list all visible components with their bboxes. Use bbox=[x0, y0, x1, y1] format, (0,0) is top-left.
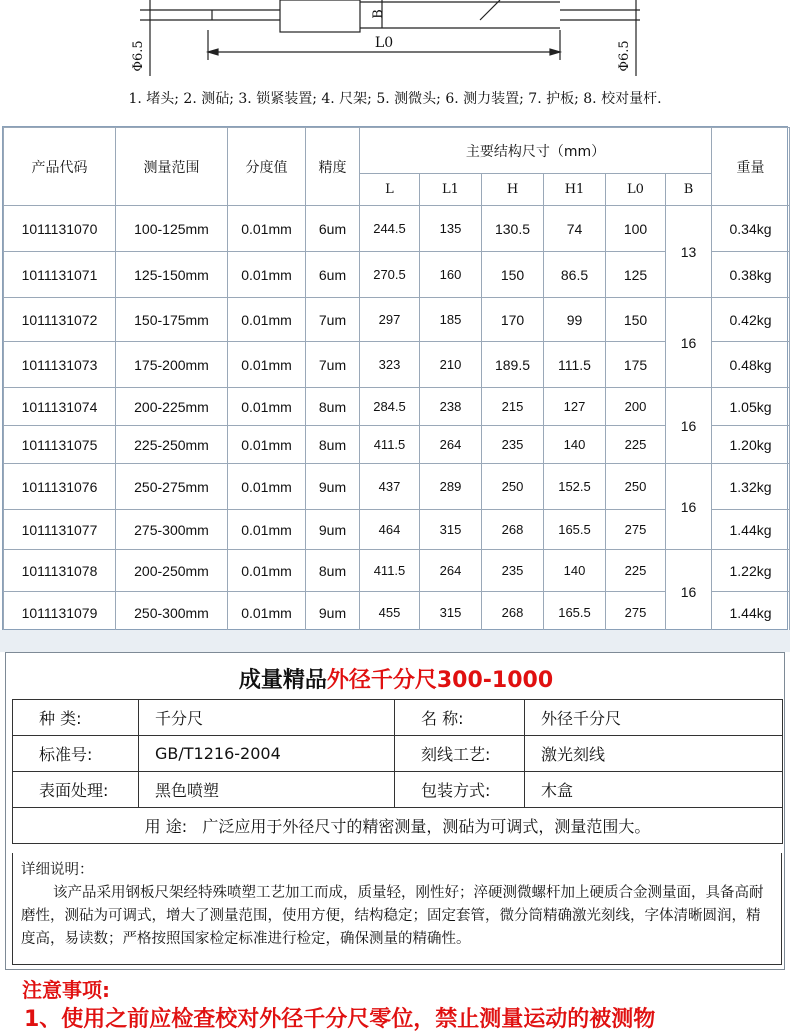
cell-h1: 86.5 bbox=[544, 252, 606, 298]
table-row bbox=[4, 298, 790, 342]
cell-l1: 264 bbox=[420, 426, 482, 464]
cell-code: 1011131073 bbox=[4, 342, 116, 388]
cell-division: 0.01mm bbox=[228, 550, 306, 592]
cell-division: 0.01mm bbox=[228, 388, 306, 426]
detail-body: 该产品采用钢板尺架经特殊喷塑工艺加工而成，质量轻，刚性好；淬硬测微螺杆加上硬质合金测量面，具备高耐磨性，测砧为可调式，增大了测量范围，使用方便，结构稳定；固定套管，微分筒精确激光刻线，字体清晰圆润，精度高，易读数；严格按照国家检定标准进行检定，确保测量的精确性。 bbox=[21, 885, 764, 947]
cell-l: 437 bbox=[360, 464, 420, 510]
detail-heading: 详细说明： bbox=[21, 862, 94, 878]
cell-l1: 135 bbox=[420, 206, 482, 252]
cell-h: 235 bbox=[482, 550, 544, 592]
cell-l0: 275 bbox=[606, 510, 666, 550]
cell-l0: 200 bbox=[606, 388, 666, 426]
cell-l: 244.5 bbox=[360, 206, 420, 252]
cell-h: 235 bbox=[482, 426, 544, 464]
table-row bbox=[4, 206, 790, 252]
cell-l: 270.5 bbox=[360, 252, 420, 298]
cell-weight: 0.42kg bbox=[712, 298, 790, 342]
cell-h1: 74 bbox=[544, 206, 606, 252]
cell-weight: 0.38kg bbox=[712, 252, 790, 298]
packaging-value: 木盒 bbox=[525, 772, 783, 808]
product-attributes-table bbox=[12, 699, 783, 844]
cell-weight: 1.32kg bbox=[712, 464, 790, 510]
cell-h: 189.5 bbox=[482, 342, 544, 388]
cell-l: 297 bbox=[360, 298, 420, 342]
cell-l1: 185 bbox=[420, 298, 482, 342]
cell-l1: 264 bbox=[420, 550, 482, 592]
cell-accuracy: 8um bbox=[306, 426, 360, 464]
dim-l0-label: L0 bbox=[374, 35, 394, 51]
cell-h1: 111.5 bbox=[544, 342, 606, 388]
cell-b: 16 bbox=[666, 388, 712, 464]
cell-code: 1011131077 bbox=[4, 510, 116, 550]
cell-accuracy: 8um bbox=[306, 388, 360, 426]
subheader-l1: L1 bbox=[420, 174, 482, 206]
product-info-card bbox=[5, 652, 785, 970]
subheader-l: L bbox=[360, 174, 420, 206]
cell-accuracy: 6um bbox=[306, 252, 360, 298]
cell-division: 0.01mm bbox=[228, 510, 306, 550]
cell-l0: 175 bbox=[606, 342, 666, 388]
type-value: 千分尺 bbox=[139, 700, 395, 736]
micrometer-drawing bbox=[0, 0, 790, 82]
cell-l0: 275 bbox=[606, 592, 666, 634]
table-row bbox=[4, 464, 790, 510]
subheader-l0: L0 bbox=[606, 174, 666, 206]
cell-accuracy: 9um bbox=[306, 464, 360, 510]
header-division: 分度值 bbox=[228, 128, 306, 206]
packaging-label: 包装方式: bbox=[395, 772, 525, 808]
cell-l1: 160 bbox=[420, 252, 482, 298]
cell-range: 250-300mm bbox=[116, 592, 228, 634]
cell-b: 16 bbox=[666, 464, 712, 550]
cell-division: 0.01mm bbox=[228, 592, 306, 634]
cell-range: 200-225mm bbox=[116, 388, 228, 426]
cell-weight: 1.20kg bbox=[712, 426, 790, 464]
cell-accuracy: 9um bbox=[306, 592, 360, 634]
cell-weight: 1.44kg bbox=[712, 510, 790, 550]
cell-h1: 140 bbox=[544, 426, 606, 464]
dim-right-diameter: Φ6.5 bbox=[617, 40, 632, 72]
cell-l: 411.5 bbox=[360, 426, 420, 464]
subheader-h1: H1 bbox=[544, 174, 606, 206]
cell-weight: 0.48kg bbox=[712, 342, 790, 388]
header-code: 产品代码 bbox=[4, 128, 116, 206]
cell-h: 268 bbox=[482, 592, 544, 634]
cell-h: 170 bbox=[482, 298, 544, 342]
cell-weight: 1.44kg bbox=[712, 592, 790, 634]
subheader-h: H bbox=[482, 174, 544, 206]
usage-label: 用 途: bbox=[144, 817, 188, 836]
name-value: 外径千分尺 bbox=[525, 700, 783, 736]
cell-l0: 225 bbox=[606, 426, 666, 464]
cell-weight: 1.05kg bbox=[712, 388, 790, 426]
usage-cell bbox=[13, 808, 783, 844]
cell-l: 323 bbox=[360, 342, 420, 388]
usage-value: 广泛应用于外径尺寸的精密测量，测砧为可调式，测量范围大。 bbox=[202, 817, 651, 836]
cell-weight: 0.34kg bbox=[712, 206, 790, 252]
cell-accuracy: 7um bbox=[306, 342, 360, 388]
cell-accuracy: 7um bbox=[306, 298, 360, 342]
cell-h1: 165.5 bbox=[544, 592, 606, 634]
dim-b-label: B bbox=[371, 9, 386, 19]
table-row bbox=[4, 550, 790, 592]
cell-range: 125-150mm bbox=[116, 252, 228, 298]
cell-range: 225-250mm bbox=[116, 426, 228, 464]
cell-weight: 1.22kg bbox=[712, 550, 790, 592]
header-accuracy: 精度 bbox=[306, 128, 360, 206]
cell-h1: 99 bbox=[544, 298, 606, 342]
cell-h: 268 bbox=[482, 510, 544, 550]
attr-row bbox=[13, 808, 783, 844]
cell-code: 1011131078 bbox=[4, 550, 116, 592]
spec-table bbox=[3, 127, 790, 634]
cell-code: 1011131072 bbox=[4, 298, 116, 342]
cell-range: 275-300mm bbox=[116, 510, 228, 550]
cell-range: 150-175mm bbox=[116, 298, 228, 342]
cell-l: 411.5 bbox=[360, 550, 420, 592]
cell-l0: 150 bbox=[606, 298, 666, 342]
cell-division: 0.01mm bbox=[228, 464, 306, 510]
cell-l0: 100 bbox=[606, 206, 666, 252]
product-title-brand: 成量精品 bbox=[238, 668, 327, 693]
cell-h: 215 bbox=[482, 388, 544, 426]
spec-header-row bbox=[4, 128, 790, 174]
cell-division: 0.01mm bbox=[228, 342, 306, 388]
cell-code: 1011131075 bbox=[4, 426, 116, 464]
cell-code: 1011131074 bbox=[4, 388, 116, 426]
cell-l0: 225 bbox=[606, 550, 666, 592]
cell-accuracy: 9um bbox=[306, 510, 360, 550]
cell-l1: 315 bbox=[420, 510, 482, 550]
cell-b: 13 bbox=[666, 206, 712, 298]
cell-b: 16 bbox=[666, 550, 712, 634]
cell-h: 150 bbox=[482, 252, 544, 298]
marking-label: 刻线工艺: bbox=[395, 736, 525, 772]
cell-code: 1011131079 bbox=[4, 592, 116, 634]
dim-left-diameter: Φ6.5 bbox=[131, 40, 146, 72]
cell-division: 0.01mm bbox=[228, 252, 306, 298]
surface-value: 黑色喷塑 bbox=[139, 772, 395, 808]
cell-h1: 152.5 bbox=[544, 464, 606, 510]
product-title bbox=[6, 663, 786, 694]
cell-l: 284.5 bbox=[360, 388, 420, 426]
cell-l: 464 bbox=[360, 510, 420, 550]
cell-division: 0.01mm bbox=[228, 426, 306, 464]
cell-range: 100-125mm bbox=[116, 206, 228, 252]
subheader-b: B bbox=[666, 174, 712, 206]
product-detail bbox=[12, 853, 782, 965]
standard-value: GB/T1216-2004 bbox=[139, 736, 395, 772]
cell-range: 250-275mm bbox=[116, 464, 228, 510]
cell-h: 250 bbox=[482, 464, 544, 510]
name-label: 名 称: bbox=[395, 700, 525, 736]
parts-legend: 1. 堵头; 2. 测砧; 3. 锁紧装置; 4. 尺架; 5. 测微头; 6. 测力装置; 7. 护板; 8. 校对量杆. bbox=[128, 91, 662, 107]
cell-h1: 165.5 bbox=[544, 510, 606, 550]
cell-b: 16 bbox=[666, 298, 712, 388]
cell-code: 1011131076 bbox=[4, 464, 116, 510]
cell-division: 0.01mm bbox=[228, 206, 306, 252]
notice-title: 注意事项: bbox=[22, 978, 110, 1002]
cell-l1: 315 bbox=[420, 592, 482, 634]
cell-range: 175-200mm bbox=[116, 342, 228, 388]
cell-code: 1011131071 bbox=[4, 252, 116, 298]
header-range: 测量范围 bbox=[116, 128, 228, 206]
type-label: 种 类: bbox=[13, 700, 139, 736]
header-weight: 重量 bbox=[712, 128, 790, 206]
cell-accuracy: 6um bbox=[306, 206, 360, 252]
spec-table-container bbox=[2, 126, 788, 630]
surface-label: 表面处理: bbox=[13, 772, 139, 808]
attr-row bbox=[13, 700, 783, 736]
notice-item: 1、使用之前应检查校对外径千分尺零位，禁止测量运动的被测物 bbox=[24, 1007, 656, 1032]
standard-label: 标准号: bbox=[13, 736, 139, 772]
cell-code: 1011131070 bbox=[4, 206, 116, 252]
cell-h1: 127 bbox=[544, 388, 606, 426]
cell-l0: 250 bbox=[606, 464, 666, 510]
cell-l1: 238 bbox=[420, 388, 482, 426]
cell-l: 455 bbox=[360, 592, 420, 634]
table-row bbox=[4, 388, 790, 426]
cell-accuracy: 8um bbox=[306, 550, 360, 592]
cell-h1: 140 bbox=[544, 550, 606, 592]
cell-l0: 125 bbox=[606, 252, 666, 298]
marking-value: 激光刻线 bbox=[525, 736, 783, 772]
section-divider bbox=[0, 630, 790, 652]
cell-division: 0.01mm bbox=[228, 298, 306, 342]
header-dimensions: 主要结构尺寸（mm） bbox=[360, 128, 712, 174]
product-title-name: 外径千分尺300-1000 bbox=[326, 668, 554, 693]
cell-range: 200-250mm bbox=[116, 550, 228, 592]
cell-l1: 289 bbox=[420, 464, 482, 510]
attr-row bbox=[13, 772, 783, 808]
cell-h: 130.5 bbox=[482, 206, 544, 252]
attr-row bbox=[13, 736, 783, 772]
cell-l1: 210 bbox=[420, 342, 482, 388]
